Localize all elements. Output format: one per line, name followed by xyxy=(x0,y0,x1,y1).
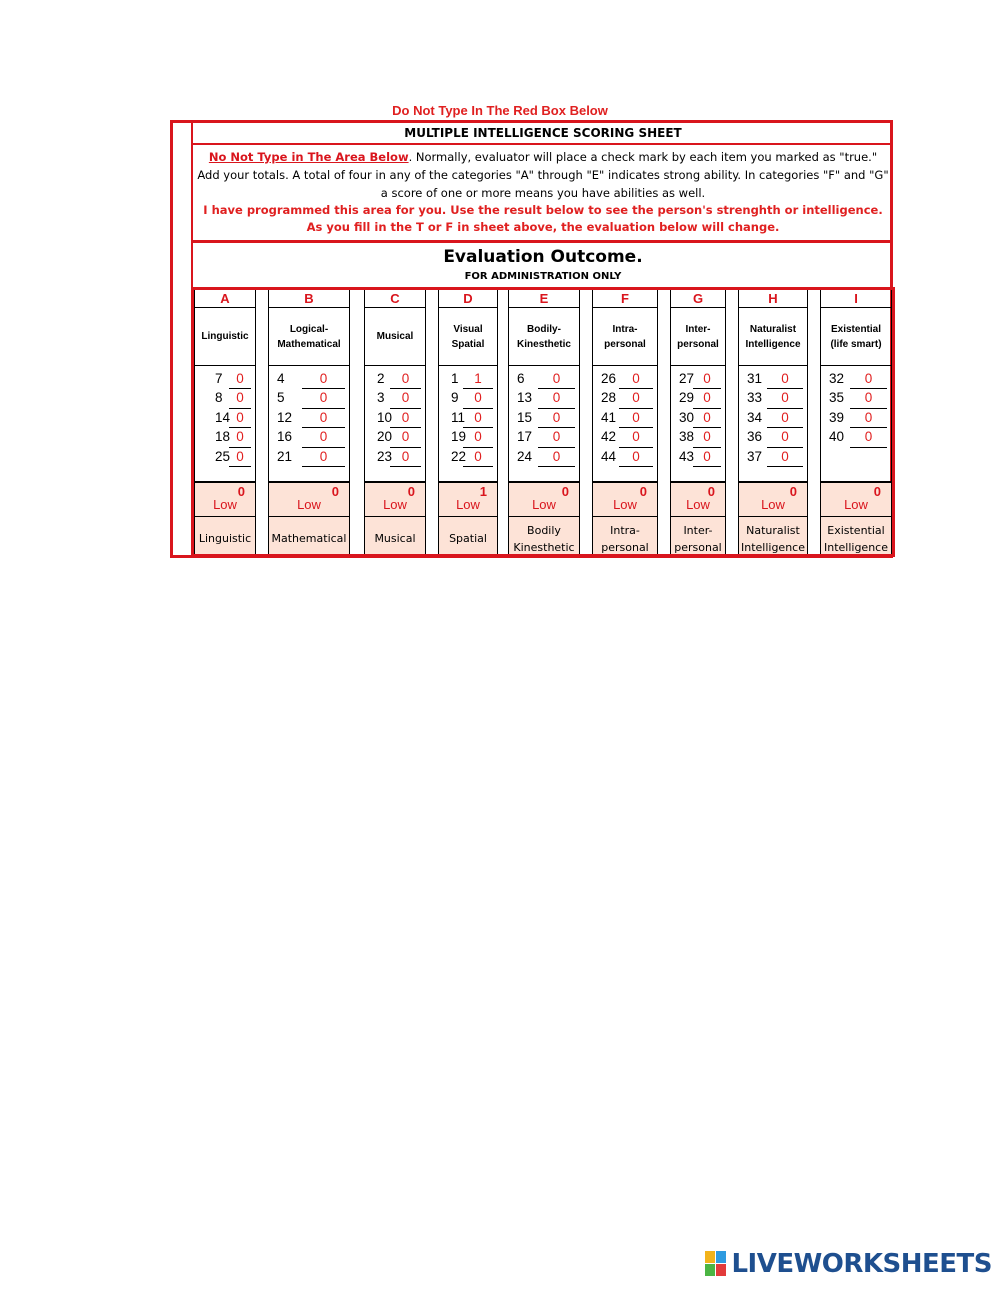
result-label: Intra- personal xyxy=(593,516,657,556)
result-label: Inter- personal xyxy=(671,516,725,556)
answer-line xyxy=(767,466,803,467)
item-row xyxy=(821,428,891,447)
item-value: 0 xyxy=(236,390,244,406)
item-value: 0 xyxy=(632,409,640,425)
result-cell xyxy=(509,481,579,554)
result-cell xyxy=(365,481,425,554)
item-number: 9 xyxy=(451,390,459,406)
item-value: 0 xyxy=(319,429,328,445)
category-column-e xyxy=(508,290,580,554)
result-label: Existential Intelligence xyxy=(821,516,891,556)
category-column-h xyxy=(738,290,808,554)
item-number: 10 xyxy=(377,409,393,425)
item-number: 34 xyxy=(747,409,763,425)
item-number: 41 xyxy=(601,409,617,425)
item-value: 0 xyxy=(632,390,640,406)
category-name: Existential (life smart) xyxy=(821,308,891,366)
category-name: Logical- Mathematical xyxy=(269,308,349,366)
item-row xyxy=(739,409,807,428)
item-row xyxy=(269,448,349,467)
column-letter: B xyxy=(269,290,349,308)
item-row xyxy=(195,448,255,467)
category-name: Naturalist Intelligence xyxy=(739,308,807,366)
category-column-b xyxy=(268,290,350,554)
item-value: 0 xyxy=(319,390,328,406)
item-row xyxy=(195,409,255,428)
item-number: 20 xyxy=(377,429,393,445)
category-name: Visual Spatial xyxy=(439,308,497,366)
item-row xyxy=(509,370,579,389)
category-name: Intra- personal xyxy=(593,308,657,366)
column-letter: I xyxy=(821,290,891,308)
programmed-note: I have programmed this area for you. Use the result below to see the person's strenghth or intelligence. As you fill in the T or F in sheet above, the evaluation below will change. xyxy=(203,203,883,234)
item-value: 0 xyxy=(632,429,640,445)
scoring-sheet-inner xyxy=(191,123,891,555)
column-letter: E xyxy=(509,290,579,308)
column-letter: G xyxy=(671,290,725,308)
item-value: 0 xyxy=(703,409,711,425)
result-cell xyxy=(439,481,497,554)
item-row xyxy=(671,448,725,467)
category-column-a xyxy=(194,290,256,554)
item-row xyxy=(593,448,657,467)
item-number: 18 xyxy=(215,429,231,445)
column-letter: C xyxy=(365,290,425,308)
ability-level: Low xyxy=(297,497,321,512)
result-label: Mathematical xyxy=(269,516,349,556)
item-value: 0 xyxy=(781,371,789,386)
item-row xyxy=(195,389,255,408)
category-name: Bodily- Kinesthetic xyxy=(509,308,579,366)
ability-level: Low xyxy=(383,497,407,512)
column-letter: D xyxy=(439,290,497,308)
item-list xyxy=(671,370,725,467)
scoring-sheet-box xyxy=(170,120,893,558)
sheet-title: MULTIPLE INTELLIGENCE SCORING SHEET xyxy=(193,126,893,145)
item-row xyxy=(821,389,891,408)
item-row xyxy=(365,448,425,467)
item-value: 0 xyxy=(401,429,410,445)
item-number: 33 xyxy=(747,390,763,406)
item-row xyxy=(593,409,657,428)
item-row xyxy=(739,448,807,467)
item-row xyxy=(739,370,807,389)
item-row xyxy=(365,370,425,389)
item-row xyxy=(593,428,657,447)
item-list xyxy=(821,370,891,448)
item-row xyxy=(821,409,891,428)
do-not-type-note: No Not Type in The Area Below xyxy=(208,150,409,164)
item-value: 0 xyxy=(236,448,244,464)
item-row xyxy=(671,428,725,447)
item-number: 27 xyxy=(679,371,695,386)
result-cell xyxy=(739,481,807,554)
item-value: 0 xyxy=(319,409,328,425)
item-value: 0 xyxy=(781,429,789,445)
result-label: Bodily Kinesthetic xyxy=(509,516,579,556)
category-column-g xyxy=(670,290,726,554)
item-row xyxy=(509,389,579,408)
item-value: 0 xyxy=(781,448,789,464)
item-row xyxy=(593,370,657,389)
item-list xyxy=(509,370,579,467)
item-row xyxy=(269,389,349,408)
result-cell xyxy=(821,481,891,554)
category-column-f xyxy=(592,290,658,554)
category-score: 0 xyxy=(707,484,715,499)
item-number: 42 xyxy=(601,429,617,445)
item-number: 1 xyxy=(451,371,459,386)
item-value: 0 xyxy=(474,429,482,445)
result-cell xyxy=(269,481,349,554)
item-list xyxy=(195,370,255,467)
item-value: 0 xyxy=(864,371,873,386)
item-value: 0 xyxy=(632,448,640,464)
item-value: 0 xyxy=(236,429,244,445)
item-number: 37 xyxy=(747,448,763,464)
item-number: 21 xyxy=(277,448,293,464)
category-column-d xyxy=(438,290,498,554)
item-number: 24 xyxy=(517,448,533,464)
brand-footer xyxy=(705,1249,992,1279)
category-name: Inter- personal xyxy=(671,308,725,366)
result-cell xyxy=(671,481,725,554)
answer-line xyxy=(693,466,721,467)
item-value: 0 xyxy=(474,409,482,425)
item-row xyxy=(439,370,497,389)
category-score: 0 xyxy=(237,484,245,499)
item-number: 28 xyxy=(601,390,617,406)
category-column-c xyxy=(364,290,426,554)
item-number: 12 xyxy=(277,409,293,425)
result-label: Linguistic xyxy=(195,516,255,556)
item-row xyxy=(593,389,657,408)
answer-line xyxy=(463,466,493,467)
category-name: Musical xyxy=(365,308,425,366)
result-cell xyxy=(593,481,657,554)
item-value: 0 xyxy=(703,390,711,406)
item-row xyxy=(439,409,497,428)
item-value: 0 xyxy=(474,390,482,406)
item-row xyxy=(365,428,425,447)
item-value: 0 xyxy=(864,409,873,425)
item-row xyxy=(269,428,349,447)
top-warning: Do Not Type In The Red Box Below xyxy=(392,103,608,118)
item-number: 25 xyxy=(215,448,231,464)
category-score: 0 xyxy=(407,484,415,499)
item-value: 0 xyxy=(552,390,561,406)
item-value: 0 xyxy=(781,409,789,425)
item-row xyxy=(439,389,497,408)
item-value: 0 xyxy=(703,429,711,445)
item-number: 11 xyxy=(451,409,466,425)
item-list xyxy=(439,370,497,467)
item-value: 0 xyxy=(703,371,711,386)
result-label: Spatial xyxy=(439,516,497,556)
category-score: 0 xyxy=(873,484,881,499)
item-list xyxy=(269,370,349,467)
item-number: 39 xyxy=(829,409,845,425)
item-number: 14 xyxy=(215,409,231,425)
item-number: 22 xyxy=(451,448,467,464)
column-letter: H xyxy=(739,290,807,308)
item-value: 0 xyxy=(552,371,561,386)
result-label: Naturalist Intelligence xyxy=(739,516,807,556)
answer-line xyxy=(229,466,251,467)
item-number: 13 xyxy=(517,390,533,406)
item-value: 0 xyxy=(401,448,410,464)
item-value: 0 xyxy=(401,409,410,425)
item-number: 26 xyxy=(601,371,617,386)
admin-note: FOR ADMINISTRATION ONLY xyxy=(464,271,622,282)
category-score: 1 xyxy=(479,484,487,499)
item-number: 35 xyxy=(829,390,845,406)
item-row xyxy=(509,448,579,467)
item-row xyxy=(439,428,497,447)
answer-line xyxy=(538,466,575,467)
column-letter: F xyxy=(593,290,657,308)
item-row xyxy=(739,428,807,447)
result-cell xyxy=(195,481,255,554)
item-number: 43 xyxy=(679,448,695,464)
instructions-body: . Normally, evaluator will place a check mark by each item you marked as "true." Add your totals. A total of four in any of the categories "A" through "E" indicates strong ability. In categories "F" and "G" a score of one or more means you have abilities as well. xyxy=(197,150,889,200)
result-label: Musical xyxy=(365,516,425,556)
ability-level: Low xyxy=(532,497,556,512)
category-score: 0 xyxy=(789,484,797,499)
answer-line xyxy=(850,447,887,448)
item-value: 0 xyxy=(781,390,789,406)
ability-level: Low xyxy=(613,497,637,512)
item-value: 0 xyxy=(319,371,328,386)
item-row xyxy=(671,370,725,389)
item-row xyxy=(269,409,349,428)
item-number: 30 xyxy=(679,409,695,425)
ability-level: Low xyxy=(456,497,480,512)
item-number: 8 xyxy=(215,390,223,406)
item-list xyxy=(365,370,425,467)
item-number: 16 xyxy=(277,429,293,445)
evaluation-title: Evaluation Outcome. xyxy=(443,247,643,267)
item-row xyxy=(509,428,579,447)
item-number: 4 xyxy=(277,371,285,386)
instructions-text xyxy=(193,145,893,202)
item-value: 0 xyxy=(632,371,640,386)
item-row xyxy=(821,370,891,389)
item-number: 31 xyxy=(747,371,763,386)
answer-line xyxy=(390,466,421,467)
item-row xyxy=(365,409,425,428)
item-value: 0 xyxy=(864,390,873,406)
item-row xyxy=(269,370,349,389)
liveworksheets-logo-icon xyxy=(705,1251,727,1277)
item-row xyxy=(671,389,725,408)
item-number: 44 xyxy=(601,448,617,464)
brand-name: LIVEWORKSHEETS xyxy=(731,1249,992,1279)
category-score: 0 xyxy=(639,484,647,499)
item-number: 40 xyxy=(829,429,845,445)
category-score: 0 xyxy=(561,484,569,499)
item-list xyxy=(593,370,657,467)
ability-level: Low xyxy=(213,497,237,512)
item-number: 36 xyxy=(747,429,763,445)
item-value: 0 xyxy=(236,371,244,386)
item-value: 0 xyxy=(703,448,711,464)
item-value: 0 xyxy=(236,409,244,425)
item-number: 15 xyxy=(517,409,533,425)
item-value: 0 xyxy=(552,409,561,425)
ability-level: Low xyxy=(761,497,785,512)
item-number: 23 xyxy=(377,448,393,464)
item-list xyxy=(739,370,807,467)
item-row xyxy=(365,389,425,408)
item-value: 1 xyxy=(474,371,482,386)
item-row xyxy=(195,428,255,447)
column-letter: A xyxy=(195,290,255,308)
item-row xyxy=(195,370,255,389)
instructions-block xyxy=(193,123,893,243)
item-value: 0 xyxy=(401,371,410,386)
ability-level: Low xyxy=(686,497,710,512)
answer-line xyxy=(619,466,653,467)
item-number: 29 xyxy=(679,390,695,406)
item-row xyxy=(671,409,725,428)
ability-level: Low xyxy=(844,497,868,512)
item-number: 32 xyxy=(829,371,845,386)
item-number: 6 xyxy=(517,371,525,386)
category-column-i xyxy=(820,290,892,554)
item-value: 0 xyxy=(474,448,482,464)
item-row xyxy=(739,389,807,408)
item-number: 19 xyxy=(451,429,467,445)
item-number: 17 xyxy=(517,429,533,445)
item-value: 0 xyxy=(552,448,561,464)
item-value: 0 xyxy=(552,429,561,445)
item-number: 38 xyxy=(679,429,695,445)
answer-line xyxy=(302,466,345,467)
item-number: 7 xyxy=(215,371,223,386)
category-name: Linguistic xyxy=(195,308,255,366)
item-number: 5 xyxy=(277,390,285,406)
category-score: 0 xyxy=(331,484,339,499)
item-value: 0 xyxy=(401,390,410,406)
item-row xyxy=(439,448,497,467)
item-number: 2 xyxy=(377,371,385,386)
item-value: 0 xyxy=(319,448,328,464)
evaluation-grid xyxy=(191,287,895,557)
item-value: 0 xyxy=(864,429,873,445)
item-row xyxy=(509,409,579,428)
item-number: 3 xyxy=(377,390,385,406)
